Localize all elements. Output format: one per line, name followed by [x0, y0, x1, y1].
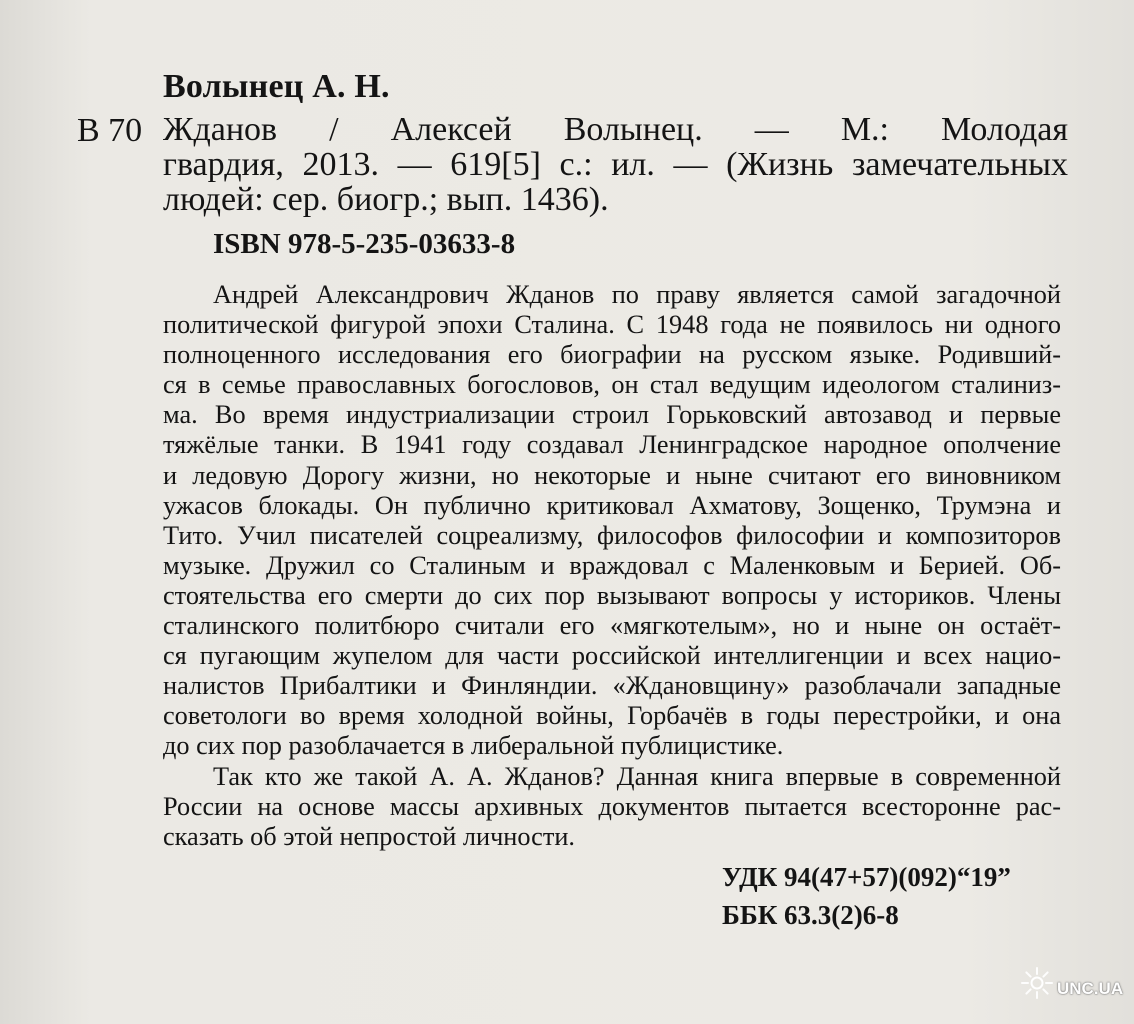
- site-watermark: [1020, 960, 1130, 1020]
- annotation-line: стоятельства его смерти до сих пор вызывают вопросы у историков. Члены: [163, 580, 1061, 610]
- bbk-index: ББК 63.3(2)6-8: [722, 900, 899, 930]
- annotation-line: России на основе массы архивных документов пытается всесторонне рас-: [163, 791, 1061, 821]
- annotation-line: до сих пор разоблачается в либеральной публицистике.: [163, 731, 784, 761]
- sun-icon: [1020, 966, 1054, 1000]
- watermark-text: UNC.UA: [1057, 979, 1124, 998]
- bibliographic-line: людей: сер. биогр.; вып. 1436).: [163, 181, 609, 218]
- classification-code: В 70: [77, 112, 143, 149]
- annotation-line: Андрей Александрович Жданов по праву является самой загадочной: [213, 280, 1061, 309]
- udk-index: УДК 94(47+57)(092)“19”: [722, 862, 1011, 892]
- bibliographic-record: [163, 112, 1068, 217]
- annotation-line: ужасов блокады. Он публично критиковал Ахматову, Зощенко, Трумэна и: [163, 490, 1061, 520]
- annotation-line: и ледовую Дорогу жизни, но некоторые и ныне считают его виновником: [163, 460, 1061, 490]
- author-heading: Волынец А. Н.: [163, 68, 390, 105]
- annotation-line: сказать об этой непростой личности.: [163, 821, 575, 851]
- bibliographic-line: Жданов / Алексей Волынец. — М.: Молодая: [163, 111, 1068, 148]
- annotation-line: полноценного исследования его биографии на русском языке. Родивший-: [163, 340, 1061, 370]
- annotation-line: Так кто же такой А. А. Жданов? Данная книга впервые в современной: [213, 761, 1061, 791]
- annotation-line: ся пугающим жупелом для части российской интеллигенции и всех нацио-: [163, 641, 1061, 671]
- annotation-line: Тито. Учил писателей соцреализму, философов философии и композиторов: [163, 520, 1061, 550]
- isbn-number: ISBN 978-5-235-03633-8: [213, 228, 516, 260]
- annotation-line: музыке. Дружил со Сталиным и враждовал с Маленковым и Берией. Об-: [163, 550, 1061, 580]
- classification-indexes: [722, 858, 1011, 934]
- annotation-line: ся в семье православных богословов, он стал ведущим идеологом сталиниз-: [163, 370, 1061, 400]
- bibliographic-line: гвардия, 2013. — 619[5] с.: ил. — (Жизнь замечательных: [163, 146, 1068, 183]
- annotation-line: тяжёлые танки. В 1941 году создавал Ленинградское народное ополчение: [163, 430, 1061, 460]
- annotation: [163, 280, 1061, 852]
- annotation-line: налистов Прибалтики и Финляндии. «Ждановщину» разоблачали западные: [163, 671, 1061, 701]
- annotation-line: сталинского политбюро считали его «мягкотелым», но и ныне он остаёт-: [163, 611, 1061, 641]
- annotation-line: политической фигурой эпохи Сталина. С 1948 года не появилось ни одного: [163, 310, 1061, 340]
- annotation-line: советологи во время холодной войны, Горбачёв в годы перестройки, и она: [163, 701, 1061, 731]
- annotation-line: ма. Во время индустриализации строил Горьковский автозавод и первые: [163, 400, 1061, 430]
